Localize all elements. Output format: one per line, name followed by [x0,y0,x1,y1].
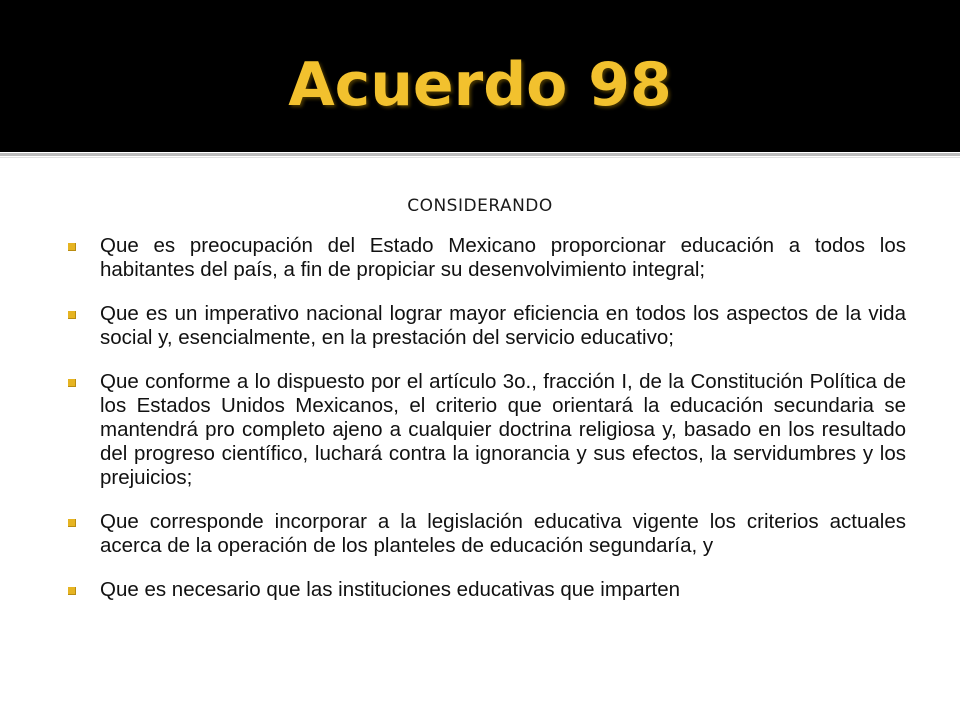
list-item-text: Que corresponde incorporar a la legislación educativa vigente los criterios actuales acerca de la operación de los planteles de educación segundaría, y [100,510,906,557]
list-item-text: Que conforme a lo dispuesto por el artículo 3o., fracción I, de la Constitución Política de los Estados Unidos Mexicanos, el criterio que orientará la educación secundaria se mantendrá pro completo ajeno a cualquier doctrina religiosa y, basado en los resultado del progreso científico, luchará contra la ignorancia y sus efectos, la servidumbres y los prejuicios; [100,370,906,489]
list-item [68,578,906,602]
square-bullet-icon [68,243,76,251]
list-item-text: Que es un imperativo nacional lograr mayor eficiencia en todos los aspectos de la vida social y, esencialmente, en la prestación del servicio educativo; [100,302,906,349]
divider-line-thin [0,157,960,158]
slide-title: Acuerdo 98 [288,50,672,120]
square-bullet-icon [68,587,76,595]
list-item [68,510,906,558]
title-bar [0,0,960,152]
square-bullet-icon [68,311,76,319]
list-item-text: Que es preocupación del Estado Mexicano proporcionar educación a todos los habitantes del país, a fin de propiciar su desenvolvimiento integral; [100,234,906,281]
square-bullet-icon [68,379,76,387]
list-item [68,234,906,282]
list-item [68,370,906,490]
divider-line [0,153,960,156]
list-item [68,302,906,350]
square-bullet-icon [68,519,76,527]
bullet-list [68,234,906,622]
list-item-text: Que es necesario que las instituciones educativas que imparten [100,578,681,601]
section-heading: CONSIDERANDO [407,196,553,216]
